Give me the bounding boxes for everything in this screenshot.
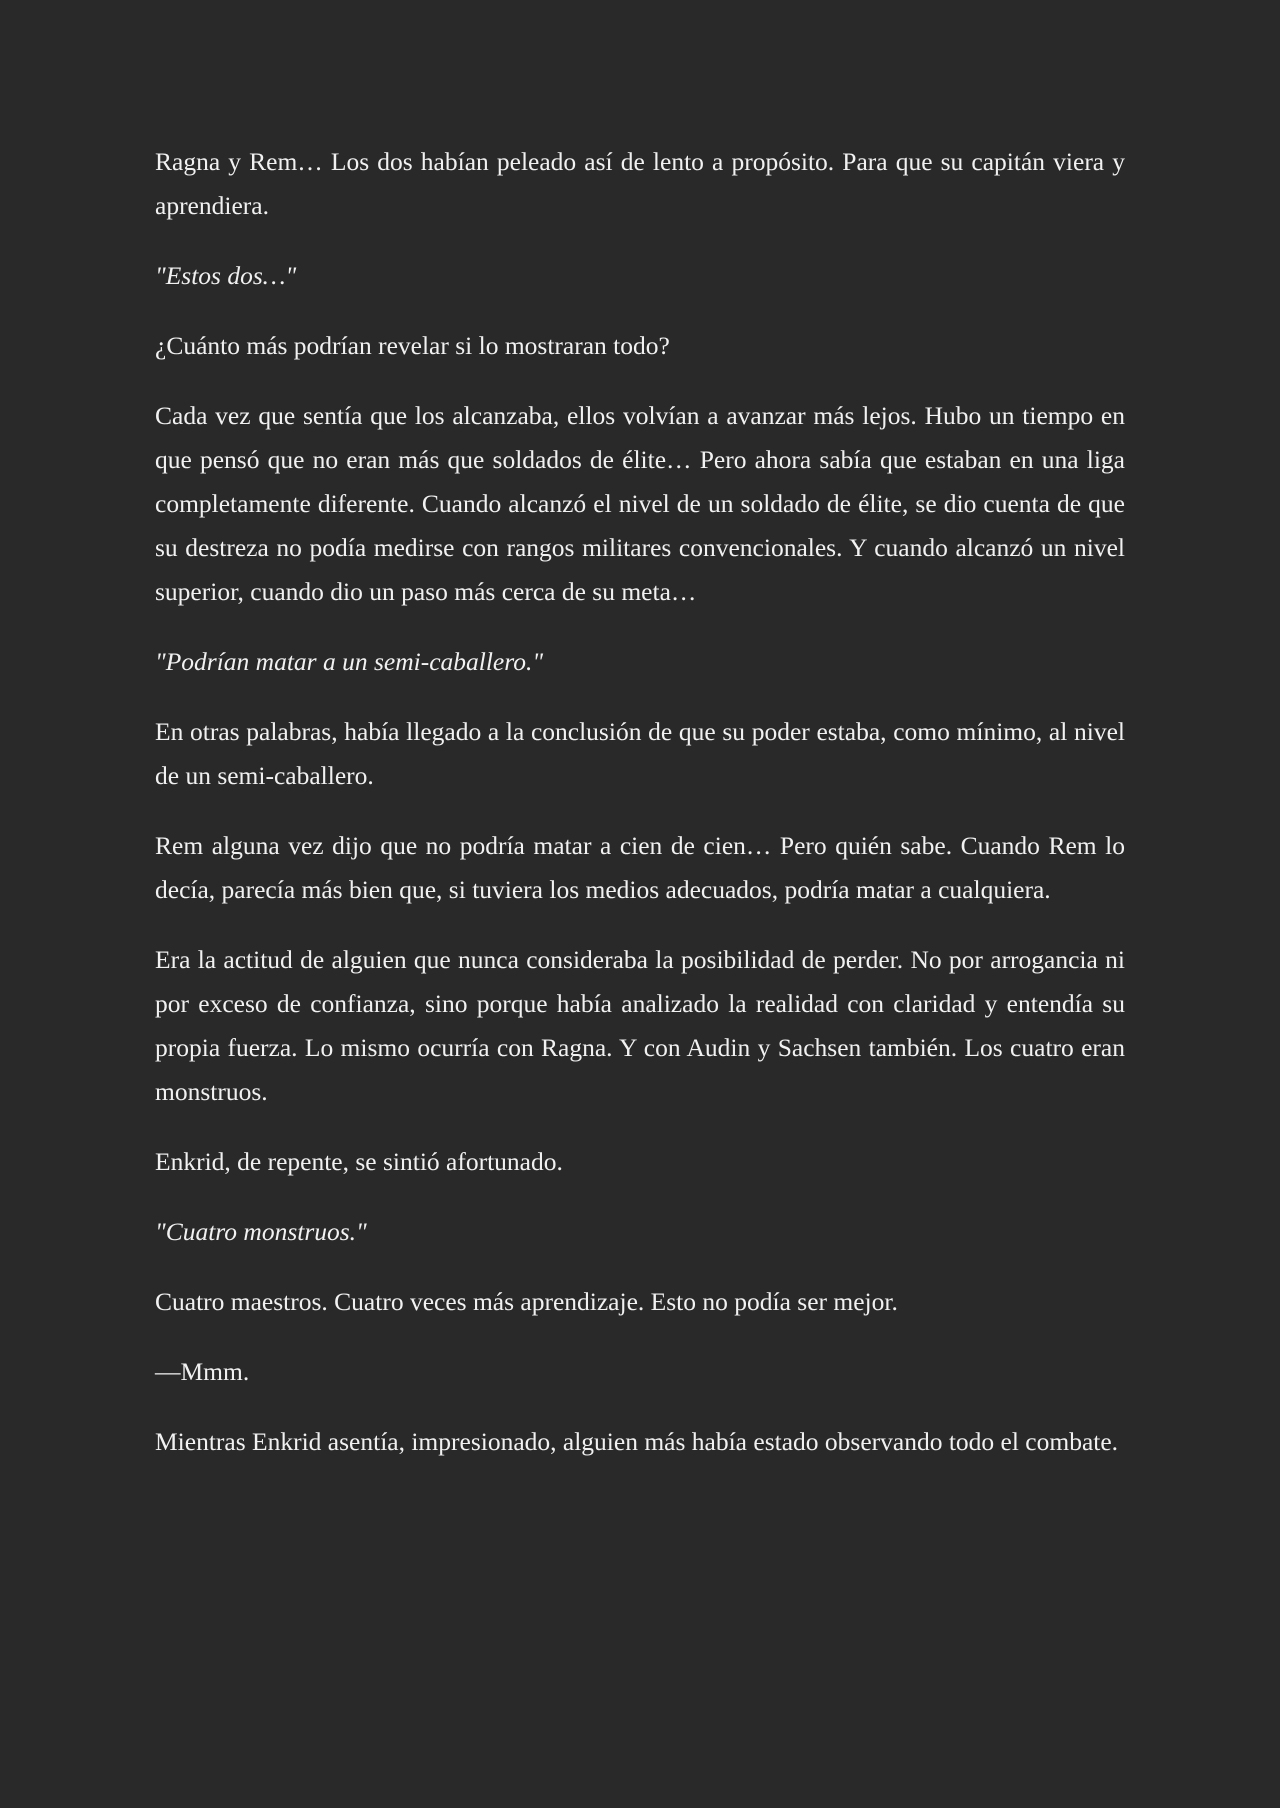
paragraph-dialogue: —Mmm. xyxy=(155,1357,250,1386)
paragraph: Cuatro maestros. Cuatro veces más aprendizaje. Esto no podía ser mejor. xyxy=(155,1287,898,1316)
paragraph-thought: "Podrían matar a un semi-caballero." xyxy=(155,647,544,676)
paragraph: ¿Cuánto más podrían revelar si lo mostraran todo? xyxy=(155,331,670,360)
paragraph: Ragna y Rem… Los dos habían peleado así de lento a propósito. Para que su capitán viera y aprendiera. xyxy=(155,147,1125,220)
paragraph: Rem alguna vez dijo que no podría matar a cien de cien… Pero quién sabe. Cuando Rem lo decía, parecía más bien que, si tuviera los medios adecuados, podría matar a cualquiera. xyxy=(155,831,1125,904)
paragraph: Mientras Enkrid asentía, impresionado, alguien más había estado observando todo el combate. xyxy=(155,1427,1119,1456)
paragraph: En otras palabras, había llegado a la conclusión de que su poder estaba, como mínimo, al nivel de un semi-caballero. xyxy=(155,717,1125,790)
paragraph: Cada vez que sentía que los alcanzaba, ellos volvían a avanzar más lejos. Hubo un tiempo en que pensó que no eran más que soldados de élite… Pero ahora sabía que estaban en una liga completamente diferente. Cuando alcanzó el nivel de un soldado de élite, se dio cuenta de que su destreza no podía medirse con rangos militares convencionales. Y cuando alcanzó un nivel superior, cuando dio un paso más cerca de su meta… xyxy=(155,401,1125,606)
paragraph-thought: "Cuatro monstruos." xyxy=(155,1217,367,1246)
paragraph: Enkrid, de repente, se sintió afortunado. xyxy=(155,1147,563,1176)
paragraph: Era la actitud de alguien que nunca consideraba la posibilidad de perder. No por arrogancia ni por exceso de confianza, sino porque había analizado la realidad con claridad y entendía su propia fuerza. Lo mismo ocurría con Ragna. Y con Audin y Sachsen también. Los cuatro eran monstruos. xyxy=(155,945,1125,1106)
reader-text-column xyxy=(155,140,1125,1490)
paragraph-thought: "Estos dos…" xyxy=(155,261,297,290)
